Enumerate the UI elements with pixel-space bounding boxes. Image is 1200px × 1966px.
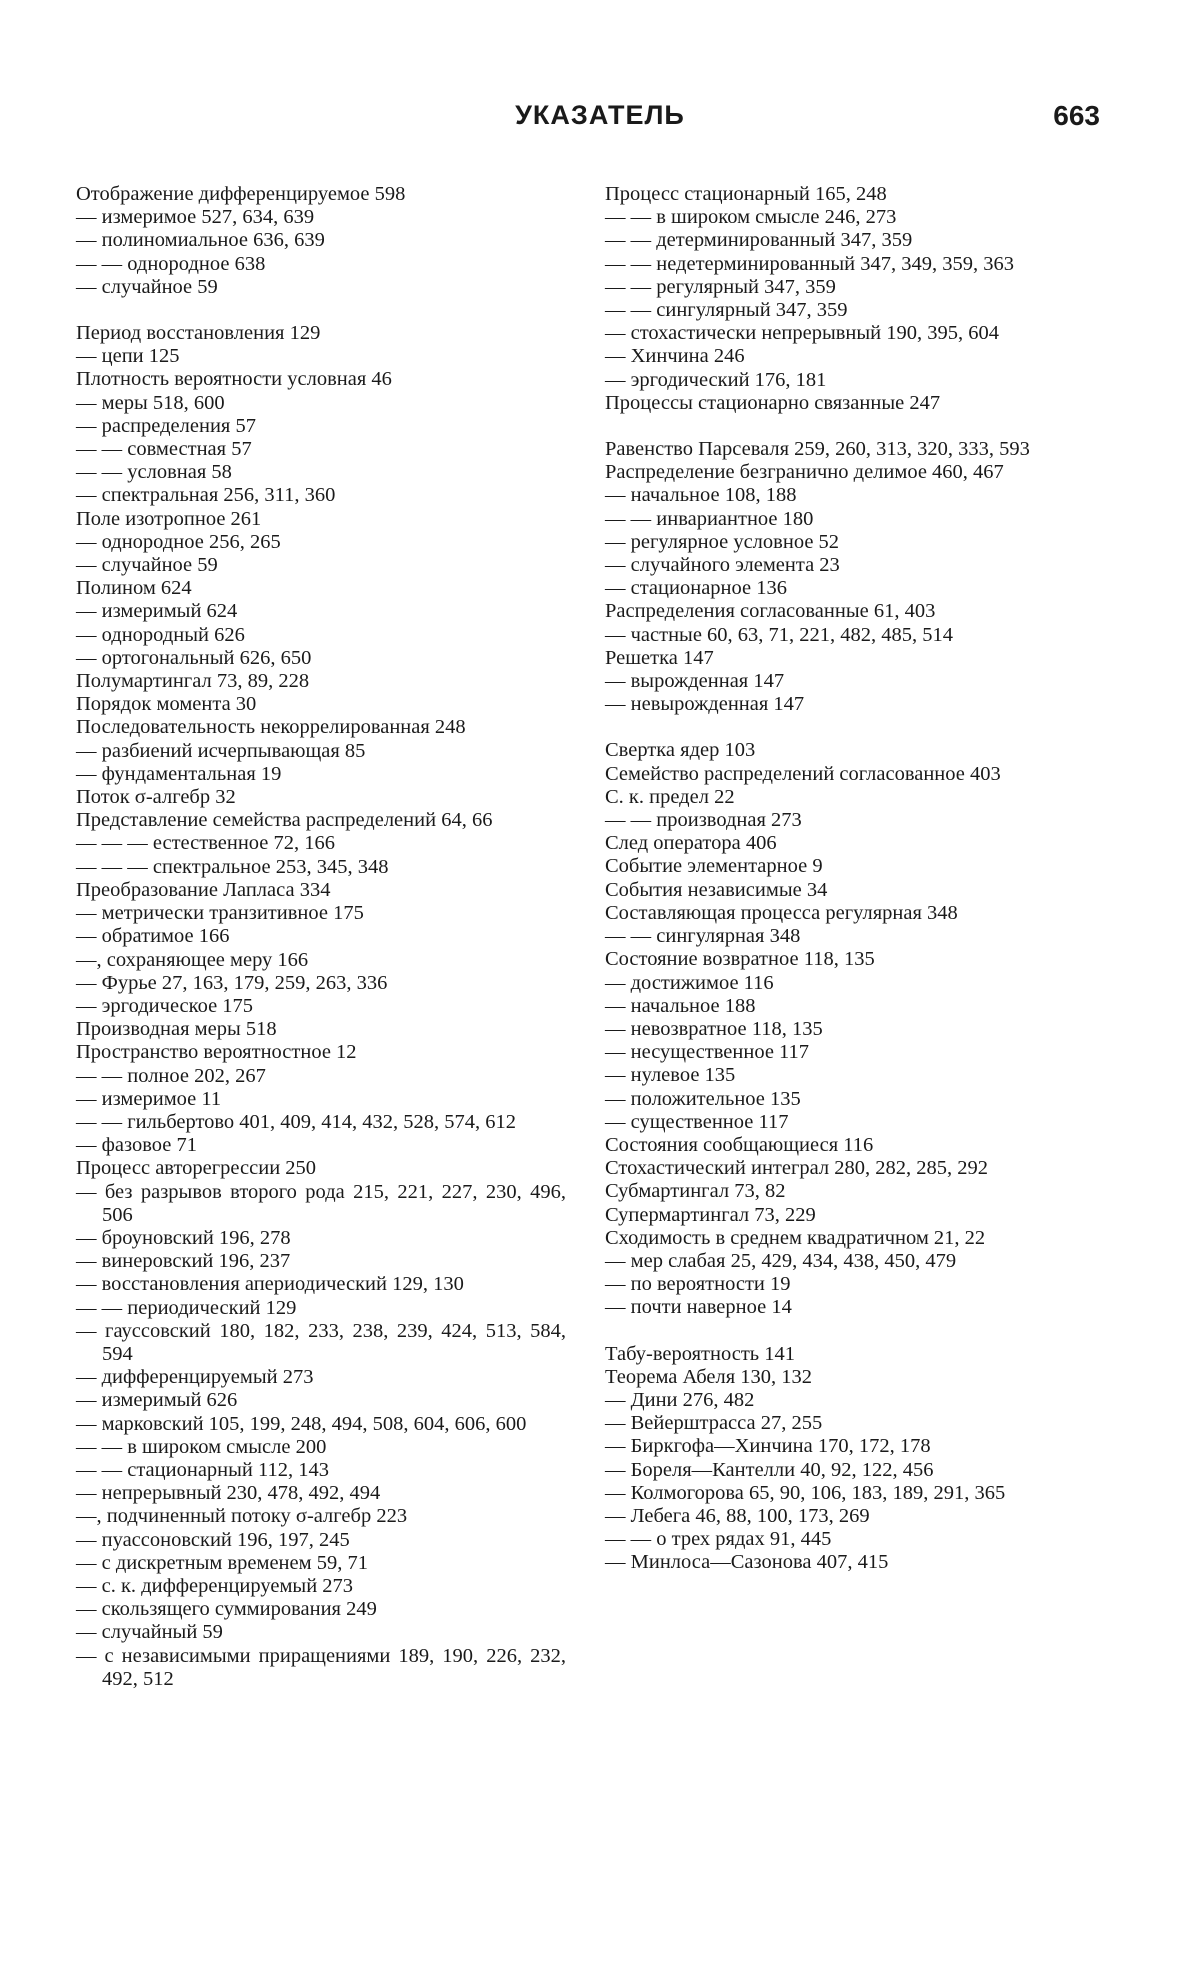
index-entry: — однородный 626 [76,623,245,646]
index-entry: — нулевое 135 [605,1064,736,1087]
section-gap [605,716,1100,739]
index-entry: Поле изотропное 261 [76,507,262,530]
index-entry: Распределение безгранично делимое 460, 467 [605,461,1004,484]
index-entry: — — в широком смысле 200 [76,1435,327,1458]
index-entry: — полиномиальное 636, 639 [76,229,325,252]
index-entry: Процесс авторегрессии 250 [76,1157,317,1180]
index-entry: Поток σ-алгебр 32 [76,786,236,809]
index-entry: — измеримое 527, 634, 639 [76,206,315,229]
index-entry: — измеримое 11 [76,1087,222,1110]
page-number: 663 [1053,100,1100,131]
index-entry: — — — естественное 72, 166 [76,832,336,855]
index-entry: — положительное 135 [605,1087,801,1110]
index-entry: — с независимыми приращениями 189, 190, 226, 232, 492, 512 [76,1644,566,1690]
index-entry: Процессы стационарно связанные 247 [605,391,941,414]
index-entry: Супермартингал 73, 229 [605,1203,816,1226]
index-entry: — начальное 188 [605,994,756,1017]
index-entry: — стационарное 136 [605,577,787,600]
index-entry: — распределения 57 [76,414,256,437]
index-entry: — — регулярный 347, 359 [605,275,836,298]
index-entry: — — производная 273 [605,809,802,832]
index-entry: — достижимое 116 [605,971,774,994]
index-entry: — винеровский 196, 237 [76,1250,291,1273]
index-entry: Событие элементарное 9 [605,855,823,878]
section-gap [76,299,566,322]
index-entry: События независимые 34 [605,878,828,901]
index-entry: — — сингулярный 347, 359 [605,299,848,322]
index-entry: — гауссовский 180, 182, 233, 238, 239, 424, 513, 584, 594 [76,1319,566,1365]
index-column-right [605,183,1100,1575]
index-entry: Преобразование Лапласа 334 [76,878,331,901]
index-entry: — несущественное 117 [605,1041,810,1064]
index-entry: Субмартингал 73, 82 [605,1180,786,1203]
index-entry: Полином 624 [76,577,192,600]
index-entry: — — недетерминированный 347, 349, 359, 363 [605,252,1015,275]
index-entry: — — периодический 129 [76,1296,297,1319]
index-entry: — разбиений исчерпывающая 85 [76,739,366,762]
index-entry: Составляющая процесса регулярная 348 [605,901,958,924]
index-entry: — — сингулярная 348 [605,925,801,948]
index-entry: — Фурье 27, 163, 179, 259, 263, 336 [76,971,388,994]
index-entry: —, подчиненный потоку σ-алгебр 223 [76,1505,408,1528]
index-entry: — случайного элемента 23 [605,554,840,577]
index-entry: — Вейерштрасса 27, 255 [605,1412,823,1435]
index-entry: Решетка 147 [605,646,714,669]
index-entry: — цепи 125 [76,345,180,368]
index-entry: Производная меры 518 [76,1018,277,1041]
index-entry: — обратимое 166 [76,925,230,948]
index-entry: Распределения согласованные 61, 403 [605,600,936,623]
index-entry: — существенное 117 [605,1110,789,1133]
index-entry: С. к. предел 22 [605,785,735,808]
index-entry: — — детерминированный 347, 359 [605,229,913,252]
index-entry: — пуассоновский 196, 197, 245 [76,1528,350,1551]
running-head [0,100,1200,140]
index-entry: — без разрывов второго рода 215, 221, 227, 230, 496, 506 [76,1180,566,1226]
index-entry: — восстановления апериодический 129, 130 [76,1273,464,1296]
index-entry: — частные 60, 63, 71, 221, 482, 485, 514 [605,623,954,646]
index-entry: Плотность вероятности условная 46 [76,368,392,391]
index-entry: — начальное 108, 188 [605,484,797,507]
index-entry: — измеримый 624 [76,600,238,623]
index-entry: Табу-вероятность 141 [605,1342,796,1365]
index-entry: — — однородное 638 [76,252,266,275]
index-entry: Семейство распределений согласованное 403 [605,762,1001,785]
index-entry: — непрерывный 230, 478, 492, 494 [76,1482,381,1505]
section-gap [605,1320,1100,1343]
index-entry: — по вероятности 19 [605,1273,791,1296]
index-entry: — Бореля—Кантелли 40, 92, 122, 456 [605,1458,934,1481]
index-entry: — — стационарный 112, 143 [76,1458,329,1481]
index-entry: Пространство вероятностное 12 [76,1041,357,1064]
index-column-left [76,183,566,1691]
index-entry: — меры 518, 600 [76,391,225,414]
index-entry: — Хинчина 246 [605,345,745,368]
index-entry: Отображение дифференцируемое 598 [76,183,406,205]
index-entry: — Минлоса—Сазонова 407, 415 [605,1551,889,1574]
index-entry: — мер слабая 25, 429, 434, 438, 450, 479 [605,1249,957,1272]
index-entry: — регулярное условное 52 [605,530,840,553]
index-entry: — с дискретным временем 59, 71 [76,1551,368,1574]
index-entry: Состояние возвратное 118, 135 [605,948,875,971]
index-entry: — скользящего суммирования 249 [76,1598,377,1621]
index-entry: — невозвратное 118, 135 [605,1017,823,1040]
index-entry: — — гильбертово 401, 409, 414, 432, 528, 574, 612 [76,1110,517,1133]
index-entry: — случайный 59 [76,1621,223,1644]
index-entry: — случайное 59 [76,275,218,298]
index-entry: — стохастически непрерывный 190, 395, 604 [605,322,1000,345]
running-title: УКАЗАТЕЛЬ [515,100,685,130]
index-entry: — ортогональный 626, 650 [76,646,312,669]
index-entry: Период восстановления 129 [76,322,321,345]
index-entry: След оператора 406 [605,832,777,855]
index-entry: — — о трех рядах 91, 445 [605,1528,832,1551]
index-entry: — — условная 58 [76,461,232,484]
index-entry: — — полное 202, 267 [76,1064,266,1087]
index-entry: — однородное 256, 265 [76,530,281,553]
index-entry: — фазовое 71 [76,1134,197,1157]
index-entry: — эргодический 176, 181 [605,368,827,391]
index-entry: Теорема Абеля 130, 132 [605,1365,813,1388]
index-entry: — почти наверное 14 [605,1296,792,1319]
index-entry: Последовательность некоррелированная 248 [76,716,466,739]
index-entry: — — — спектральное 253, 345, 348 [76,855,389,878]
index-entry: — с. к. дифференцируемый 273 [76,1574,354,1597]
index-entry: — дифференцируемый 273 [76,1366,314,1389]
index-entry: Представление семейства распределений 64, 66 [76,809,493,832]
index-entry: — случайное 59 [76,554,218,577]
index-entry: — — инвариантное 180 [605,507,814,530]
index-entry: — измеримый 626 [76,1389,238,1412]
index-entry: — — в широком смысле 246, 273 [605,206,897,229]
index-entry: — фундаментальная 19 [76,762,282,785]
index-entry: — спектральная 256, 311, 360 [76,484,336,507]
index-entry: Свертка ядер 103 [605,739,756,762]
index-entry: — Биркгофа—Хинчина 170, 172, 178 [605,1435,931,1458]
index-entry: Полумартингал 73, 89, 228 [76,670,310,693]
index-entry: Состояния сообщающиеся 116 [605,1133,874,1156]
index-entry: — Лебега 46, 88, 100, 173, 269 [605,1504,870,1527]
index-entry: Сходимость в среднем квадратичном 21, 22 [605,1226,986,1249]
section-gap [605,415,1100,438]
index-entry: — вырожденная 147 [605,670,785,693]
index-entry: — Дини 276, 482 [605,1388,755,1411]
index-entry: Порядок момента 30 [76,693,257,716]
index-entry: — броуновский 196, 278 [76,1226,291,1249]
index-entry: — метрически транзитивное 175 [76,902,364,925]
index-entry: Процесс стационарный 165, 248 [605,183,887,205]
index-entry: — — совместная 57 [76,438,252,461]
index-entry: — невырожденная 147 [605,693,805,716]
index-entry: — марковский 105, 199, 248, 494, 508, 604, 606, 600 [76,1412,527,1435]
index-entry: Стохастический интеграл 280, 282, 285, 292 [605,1157,989,1180]
index-entry: Равенство Парсеваля 259, 260, 313, 320, 333, 593 [605,438,1030,461]
index-entry: —, сохраняющее меру 166 [76,948,309,971]
index-entry: — Колмогорова 65, 90, 106, 183, 189, 291, 365 [605,1481,1006,1504]
index-entry: — эргодическое 175 [76,994,254,1017]
